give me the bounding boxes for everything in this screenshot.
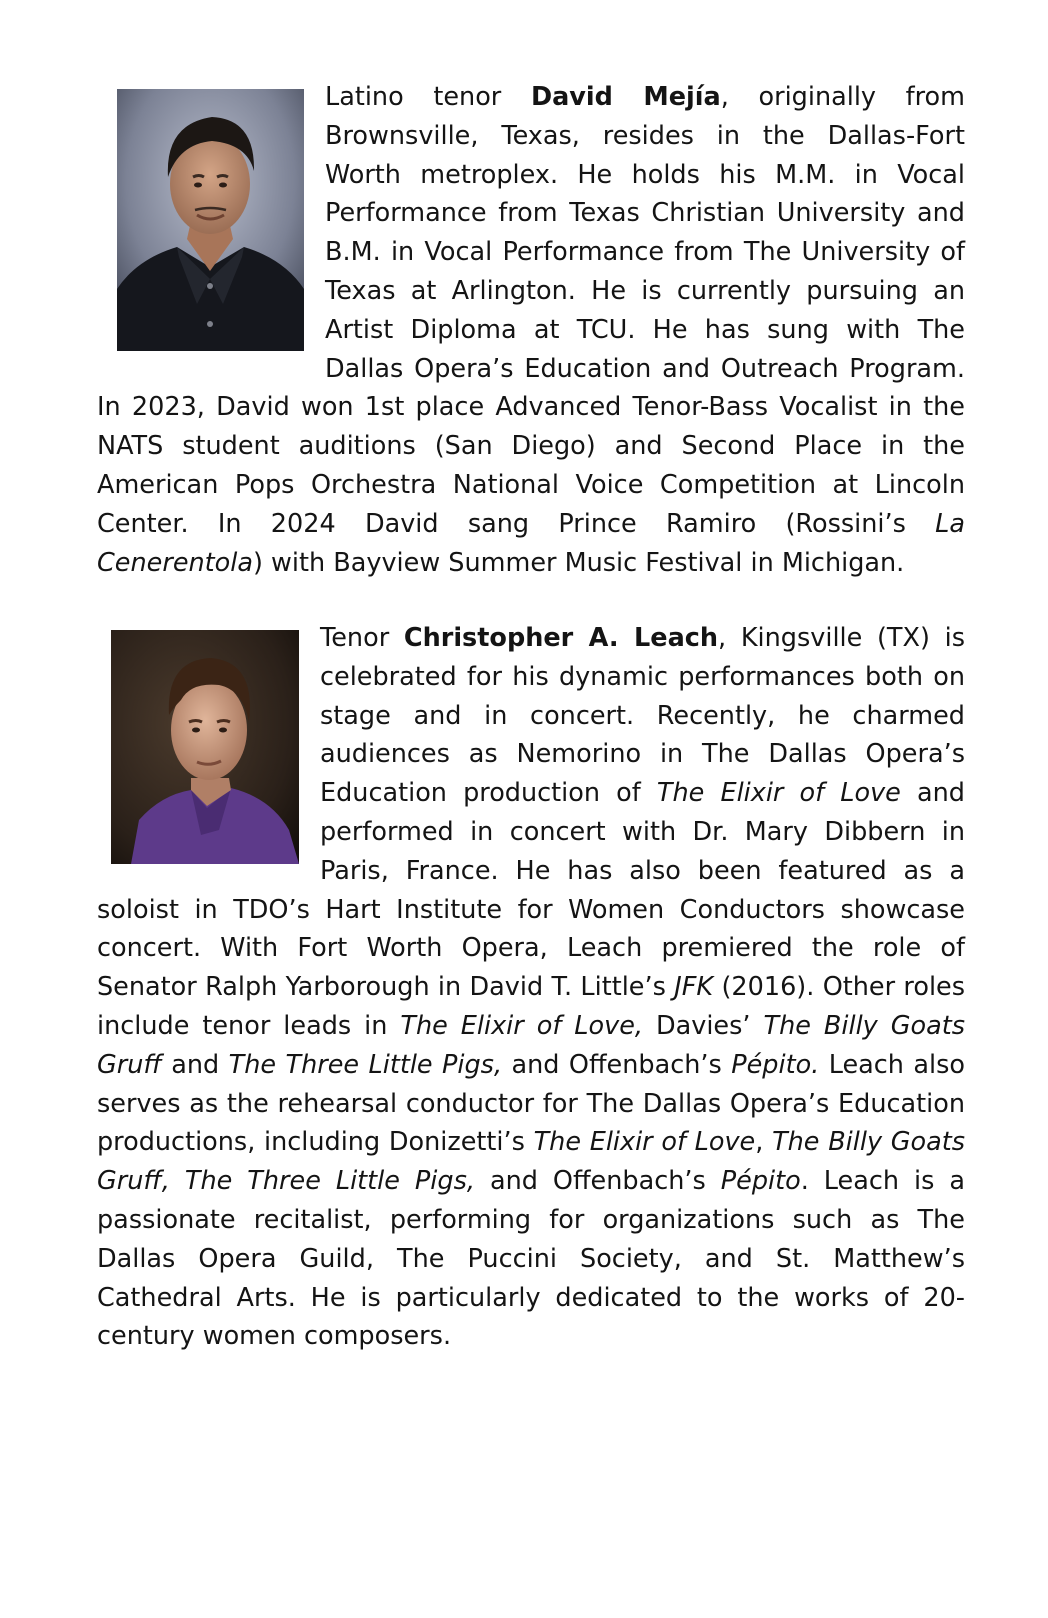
bio-david-mejia [97, 78, 965, 582]
headshot-david-mejia [117, 89, 304, 351]
headshot-christopher-leach [111, 630, 299, 864]
bio-text: Tenor Christopher A. Leach, Kingsville (TX) is celebrated for his dynamic performances both on stage and in concert. Recently, he charmed audiences as Nemorino in The Dallas Opera’s Education production of The Elixir of Love and performed in concert with Dr. Mary Dibbern in Paris, France. He has also been featured as a soloist in TDO’s Hart Institute for Women Conductors showcase concert. With Fort Worth Opera, Leach premiered the role of Senator Ralph Yarborough in David T. Little’s JFK (2016). Other roles include tenor leads in The Elixir of Love, Davies’ The Billy Goats Gruff and The Three Little Pigs, and Offenbach’s Pépito. Leach also serves as the rehearsal conductor for The Dallas Opera’s Education productions, including Donizetti’s The Elixir of Love, The Billy Goats Gruff, The Three Little Pigs, and Offenbach’s Pépito. Leach is a passionate recitalist, performing for organizations such as The Dallas Opera Guild, The Puccini Society, and St. Matthew’s Cathedral Arts. He is particularly dedicated to the works of 20-century women composers. [97, 623, 966, 1352]
bio-text: Latino tenor David Mejía, originally from Brownsville, Texas, resides in the Dallas-Fort Worth metroplex. He holds his M.M. in Vocal Performance from Texas Christian University and B.M. in Vocal Performance from The University of Texas at Arlington. He is currently pursuing an Artist Diploma at TCU. He has sung with The Dallas Opera’s Education and Outreach Program. In 2023, David won 1st place Advanced Tenor-Bass Vocalist in the NATS student auditions (San Diego) and Second Place in the American Pops Orchestra National Voice Competition at Lincoln Center. In 2024 David sang Prince Ramiro (Rossini’s La Cenerentola) with Bayview Summer Music Festival in Michigan. [97, 82, 965, 578]
bio-christopher-leach [97, 619, 965, 1356]
